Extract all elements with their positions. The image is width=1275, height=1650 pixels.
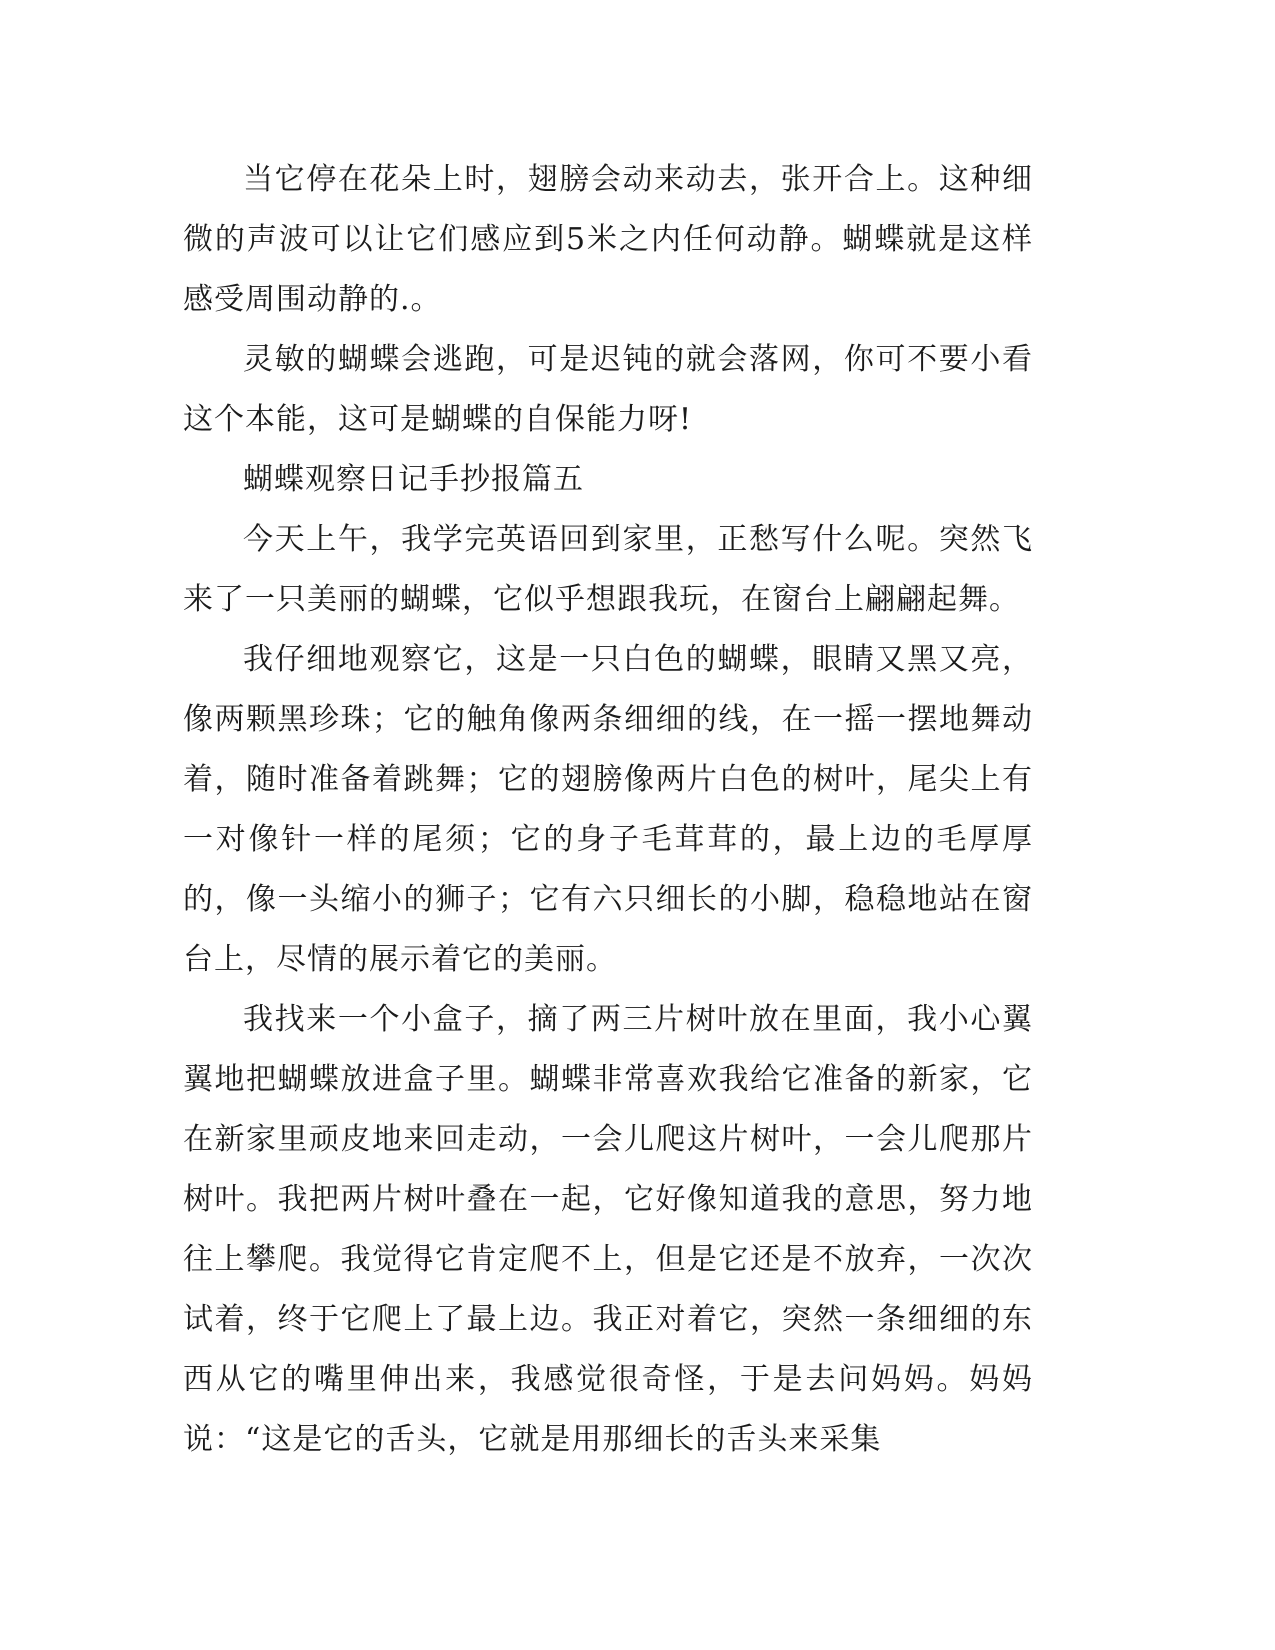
paragraph-3: 今天上午，我学完英语回到家里，正愁写什么呢。突然飞来了一只美丽的蝴蝶，它似乎想跟我玩，在窗台上翩翩起舞。 [183,522,1033,617]
paragraph-1: 当它停在花朵上时，翅膀会动来动去，张开合上。这种细微的声波可以让它们感应到5米之内任何动静。蝴蝶就是这样感受周围动静的.。 [183,162,1033,317]
paragraph-4: 我仔细地观察它，这是一只白色的蝴蝶，眼睛又黑又亮，像两颗黑珍珠；它的触角像两条细细的线，在一摇一摆地舞动着，随时准备着跳舞；它的翅膀像两片白色的树叶，尾尖上有一对像针一样的尾须；它的身子毛茸茸的，最上边的毛厚厚的，像一头缩小的狮子；它有六只细长的小脚，稳稳地站在窗台上，尽情的展示着它的美丽。 [183,642,1033,977]
section-heading: 蝴蝶观察日记手抄报篇五 [243,462,584,497]
document-body [183,150,1033,1470]
paragraph-2: 灵敏的蝴蝶会逃跑，可是迟钝的就会落网，你可不要小看这个本能，这可是蝴蝶的自保能力呀! [183,342,1033,437]
paragraph-5: 我找来一个小盒子，摘了两三片树叶放在里面，我小心翼翼地把蝴蝶放进盒子里。蝴蝶非常喜欢我给它准备的新家，它在新家里顽皮地来回走动，一会儿爬这片树叶，一会儿爬那片树叶。我把两片树叶叠在一起，它好像知道我的意思，努力地往上攀爬。我觉得它肯定爬不上，但是它还是不放弃，一次次试着，终于它爬上了最上边。我正对着它，突然一条细细的东西从它的嘴里伸出来，我感觉很奇怪，于是去问妈妈。妈妈说：“这是它的舌头，它就是用那细长的舌头来采集 [183,1002,1033,1457]
